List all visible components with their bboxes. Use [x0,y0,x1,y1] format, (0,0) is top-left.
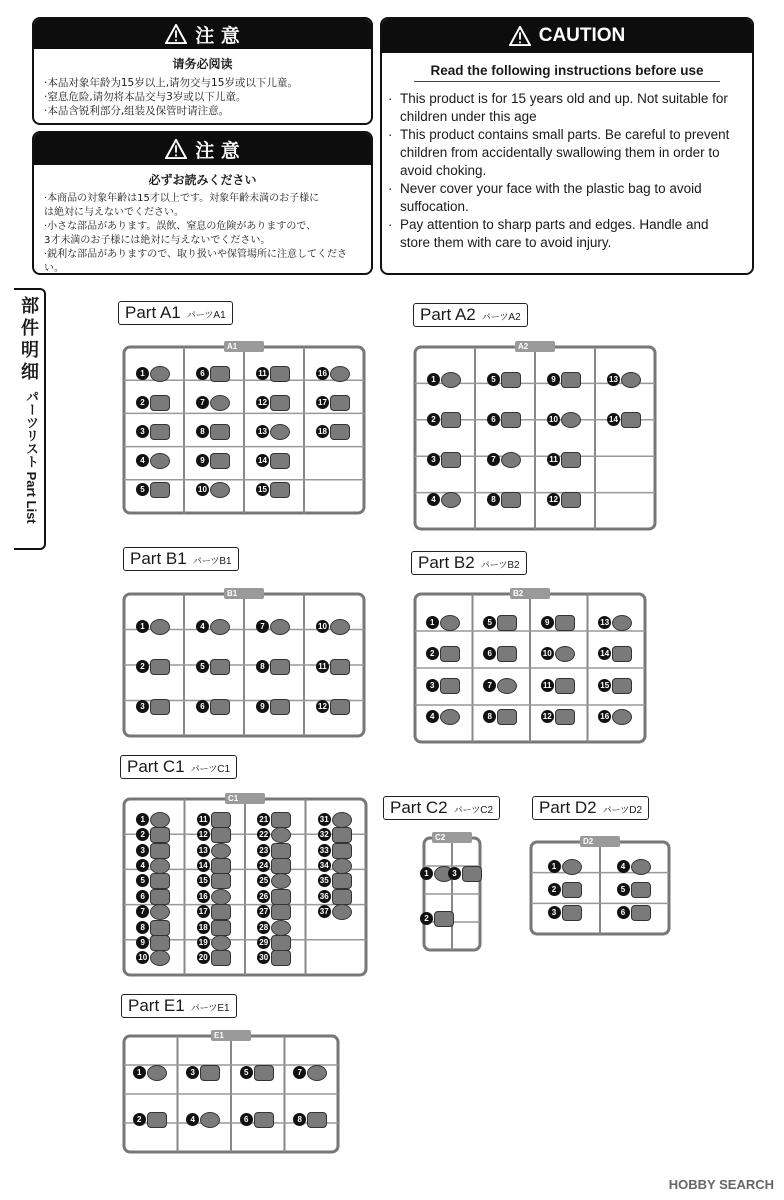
jp-notice-header [34,133,371,165]
jp-notice-line: は絶対に与えないでください。 [44,207,184,218]
part-number: 21 [257,813,270,826]
sprue-gate-tag: E1 [211,1030,251,1041]
side-tab-en [17,390,41,540]
part-number: 37 [318,905,331,918]
part-piece [150,699,170,715]
jp-notice-line: ·鋭利な部品がありますので、取り扱いや保管場所に注意してください。 [44,249,347,274]
part-piece [561,372,581,388]
part-piece [271,950,291,966]
part-number: 5 [136,874,149,887]
part-piece [330,699,350,715]
part-piece [612,646,632,662]
part-piece [441,412,461,428]
part-label-b2: Part B2 パーツB2 [411,551,527,575]
part-number: 4 [427,493,440,506]
part-number: 36 [318,890,331,903]
part-number: 9 [547,373,560,386]
part-piece [150,395,170,411]
part-piece [441,452,461,468]
part-number: 8 [136,921,149,934]
part-piece [332,812,352,828]
part-piece [150,453,170,469]
part-number: 8 [487,493,500,506]
part-number: 7 [196,396,209,409]
part-piece [612,678,632,694]
part-number: 6 [196,700,209,713]
cn-notice-title: 注 意 [195,24,240,47]
part-number: 12 [316,700,329,713]
part-piece [440,646,460,662]
part-piece [497,678,517,694]
part-number: 28 [257,921,270,934]
part-piece [271,889,291,905]
part-piece [211,873,231,889]
sprue-b1 [122,588,366,738]
part-piece [562,905,582,921]
part-number: 5 [196,660,209,673]
en-notice-title: CAUTION [538,25,626,46]
jp-notice-box [32,131,373,275]
part-piece [270,424,290,440]
part-number: 9 [196,454,209,467]
en-notice-item: · Never cover your face with the plastic bag to avoid suffocation. [398,180,742,216]
part-number: 3 [136,425,149,438]
part-number: 10 [547,413,560,426]
part-number: 7 [483,679,496,692]
part-number: 8 [483,710,496,723]
part-piece [332,904,352,920]
part-piece [270,366,290,382]
part-number: 33 [318,844,331,857]
part-piece [612,615,632,631]
part-piece [150,424,170,440]
part-number: 11 [256,367,269,380]
part-piece [330,424,350,440]
part-piece [150,827,170,843]
part-piece [150,482,170,498]
cn-notice-box [32,17,373,125]
part-number: 11 [316,660,329,673]
part-number: 7 [256,620,269,633]
part-number: 6 [196,367,209,380]
sprue-e1 [122,1030,340,1154]
part-piece [562,859,582,875]
en-notice-item: · This product contains small parts. Be careful to prevent children from accidentally swallowing them in order to avoid choking. [398,126,742,180]
part-number: 6 [487,413,500,426]
part-piece [631,859,651,875]
side-tab-cn: 部件明细 [21,296,39,383]
part-number: 1 [133,1066,146,1079]
part-number: 19 [197,936,210,949]
part-piece [270,659,290,675]
part-piece [555,709,575,725]
part-piece [147,1112,167,1128]
part-number: 27 [257,905,270,918]
part-piece [330,619,350,635]
part-piece [211,920,231,936]
part-piece [271,935,291,951]
part-number: 6 [483,647,496,660]
part-number: 7 [136,905,149,918]
part-label-c2: Part C2 パーツC2 [383,796,500,820]
part-number: 32 [318,828,331,841]
watermark-logo: HOBBY SEARCH [668,1177,774,1192]
cn-notice-header [34,19,371,49]
part-number: 6 [617,906,630,919]
part-number: 13 [607,373,620,386]
jp-notice-line: ·小さな部品があります。誤飲、窒息の危険がありますので、 [44,221,317,232]
part-piece [497,615,517,631]
part-number: 6 [136,890,149,903]
part-piece [211,935,231,951]
sprue-d2 [529,836,671,936]
part-number: 17 [197,905,210,918]
part-number: 4 [186,1113,199,1126]
part-number: 16 [316,367,329,380]
part-piece [332,843,352,859]
cn-notice-line: ·本品含锐利部分,组装及保管时请注意。 [44,105,230,117]
part-number: 2 [420,912,433,925]
warning-icon [509,26,531,46]
en-notice-item: · This product is for 15 years old and up. Not suitable for children under this age [398,90,742,126]
part-number: 31 [318,813,331,826]
part-piece [210,366,230,382]
part-number: 2 [548,883,561,896]
part-number: 5 [617,883,630,896]
sprue-gate-tag: A2 [515,341,555,352]
part-number: 35 [318,874,331,887]
part-piece [211,904,231,920]
part-piece [150,812,170,828]
part-piece [497,709,517,725]
part-number: 11 [547,453,560,466]
jp-notice-subtitle: 必ずお読みください [148,173,257,187]
part-piece [211,889,231,905]
sprue-gate-tag: B1 [224,588,264,599]
part-piece [330,395,350,411]
part-number: 5 [483,616,496,629]
part-number: 3 [136,700,149,713]
part-piece [211,950,231,966]
part-number: 11 [197,813,210,826]
part-number: 4 [196,620,209,633]
part-number: 7 [293,1066,306,1079]
part-number: 30 [257,951,270,964]
en-notice-item: · Pay attention to sharp parts and edges. Handle and store them with care to avoid injury. [398,216,742,252]
sprue-gate-tag: C1 [225,793,265,804]
part-number: 3 [426,679,439,692]
sprue-c1 [122,793,368,977]
part-number: 13 [598,616,611,629]
en-notice-list [398,90,742,252]
part-piece [501,372,521,388]
part-piece [440,615,460,631]
part-number: 2 [133,1113,146,1126]
part-number: 22 [257,828,270,841]
part-number: 2 [427,413,440,426]
part-piece [270,395,290,411]
part-piece [555,678,575,694]
part-number: 12 [256,396,269,409]
part-number: 4 [136,454,149,467]
part-number: 5 [487,373,500,386]
part-piece [631,882,651,898]
part-piece [271,904,291,920]
part-piece [271,812,291,828]
part-piece [332,827,352,843]
part-piece [621,412,641,428]
part-piece [497,646,517,662]
part-piece [211,843,231,859]
cn-notice-subtitle: 请务必阅读 [172,57,233,71]
part-number: 8 [293,1113,306,1126]
sprue-c2 [422,832,482,952]
part-number: 4 [426,710,439,723]
part-piece [271,858,291,874]
part-number: 34 [318,859,331,872]
part-number: 7 [487,453,500,466]
part-piece [270,619,290,635]
part-number: 16 [598,710,611,723]
part-piece [210,699,230,715]
part-number: 14 [197,859,210,872]
part-number: 29 [257,936,270,949]
part-number: 17 [316,396,329,409]
part-piece [150,889,170,905]
part-number: 4 [617,860,630,873]
part-piece [211,827,231,843]
part-number: 3 [186,1066,199,1079]
part-number: 10 [136,951,149,964]
part-number: 1 [427,373,440,386]
part-piece [150,843,170,859]
part-piece [210,619,230,635]
part-number: 18 [197,921,210,934]
part-number: 1 [136,367,149,380]
part-number: 2 [136,660,149,673]
part-number: 1 [136,813,149,826]
part-number: 11 [541,679,554,692]
part-piece [200,1112,220,1128]
sprue-gate-tag: C2 [432,832,472,843]
part-piece [150,920,170,936]
sprue-a1 [122,341,366,515]
part-number: 4 [136,859,149,872]
jp-notice-title: 注 意 [195,139,240,162]
part-piece [555,646,575,662]
part-number: 1 [548,860,561,873]
sprue-gate-tag: B2 [510,588,550,599]
side-tab-en-label: Part List [24,471,39,524]
cn-notice-line: ·本品对象年龄为15岁以上,请勿交与15岁或以下儿童。 [44,77,298,89]
part-number: 8 [196,425,209,438]
part-number: 9 [256,700,269,713]
part-piece [462,866,482,882]
part-piece [561,412,581,428]
cn-notice-line: ·窒息危险,请勿将本品交与3岁或以下儿童。 [44,91,247,103]
sprue-gate-tag: A1 [224,341,264,352]
part-number: 3 [427,453,440,466]
sprue-a2 [413,341,657,531]
part-piece [150,858,170,874]
en-notice-header [382,19,752,53]
part-piece [210,659,230,675]
part-number: 16 [197,890,210,903]
part-piece [270,699,290,715]
part-number: 20 [197,951,210,964]
part-piece [150,619,170,635]
part-number: 13 [197,844,210,857]
part-piece [501,412,521,428]
part-piece [332,873,352,889]
en-notice-subtitle: Read the following instructions before use [414,63,720,82]
part-piece [440,678,460,694]
part-number: 5 [240,1066,253,1079]
part-piece [271,920,291,936]
side-tab-kana: パーツリスト [24,390,39,468]
part-piece [147,1065,167,1081]
part-number: 12 [197,828,210,841]
sprue-b2 [413,588,647,744]
part-piece [332,858,352,874]
jp-notice-line: ·本商品の対象年齢は15才以上です。対象年齢未満のお子様に [44,193,320,204]
part-piece [270,453,290,469]
part-number: 13 [256,425,269,438]
sprue-gate-tag: D2 [580,836,620,847]
part-number: 12 [541,710,554,723]
part-piece [254,1112,274,1128]
part-piece [561,492,581,508]
part-number: 6 [240,1113,253,1126]
part-number: 12 [547,493,560,506]
warning-icon [165,139,187,159]
part-number: 10 [541,647,554,660]
part-number: 10 [196,483,209,496]
part-number: 14 [607,413,620,426]
part-piece [441,372,461,388]
part-piece [562,882,582,898]
part-piece [210,453,230,469]
part-number: 2 [426,647,439,660]
part-number: 2 [136,396,149,409]
part-piece [150,935,170,951]
part-number: 14 [256,454,269,467]
part-number: 9 [136,936,149,949]
part-number: 5 [136,483,149,496]
part-piece [621,372,641,388]
part-piece [150,659,170,675]
warning-icon [165,24,187,44]
part-piece [211,812,231,828]
part-label-e1: Part E1 パーツE1 [121,994,237,1018]
part-number: 18 [316,425,329,438]
part-piece [150,873,170,889]
part-number: 3 [136,844,149,857]
part-number: 2 [136,828,149,841]
part-piece [501,492,521,508]
part-number: 25 [257,874,270,887]
part-piece [210,424,230,440]
part-label-c1: Part C1 パーツC1 [120,755,237,779]
part-piece [501,452,521,468]
part-number: 8 [256,660,269,673]
sprue-frame [122,1030,340,1154]
part-number: 15 [197,874,210,887]
part-piece [210,482,230,498]
part-piece [270,482,290,498]
part-number: 10 [316,620,329,633]
part-piece [307,1065,327,1081]
part-piece [434,911,454,927]
part-label-d2: Part D2 パーツD2 [532,796,649,820]
part-piece [561,452,581,468]
part-number: 1 [426,616,439,629]
part-piece [332,889,352,905]
part-number: 26 [257,890,270,903]
part-number: 23 [257,844,270,857]
part-number: 3 [548,906,561,919]
part-number: 3 [448,867,461,880]
part-number: 14 [598,647,611,660]
part-label-a1: Part A1 パーツA1 [118,301,233,325]
part-number: 24 [257,859,270,872]
jp-notice-line: 3才未満のお子様には絶対に与えないでください。 [44,235,271,246]
part-number: 1 [420,867,433,880]
part-piece [441,492,461,508]
part-piece [271,843,291,859]
part-piece [211,858,231,874]
part-piece [330,659,350,675]
sprue-frame [422,832,482,952]
part-piece [440,709,460,725]
part-piece [307,1112,327,1128]
part-number: 9 [541,616,554,629]
en-notice-box [380,17,754,275]
part-number: 15 [256,483,269,496]
part-label-a2: Part A2 パーツA2 [413,303,528,327]
part-number: 1 [136,620,149,633]
part-number: 15 [598,679,611,692]
part-piece [555,615,575,631]
part-piece [200,1065,220,1081]
part-piece [254,1065,274,1081]
part-label-b1: Part B1 パーツB1 [123,547,239,571]
part-list-side-tab [14,288,46,550]
part-piece [631,905,651,921]
